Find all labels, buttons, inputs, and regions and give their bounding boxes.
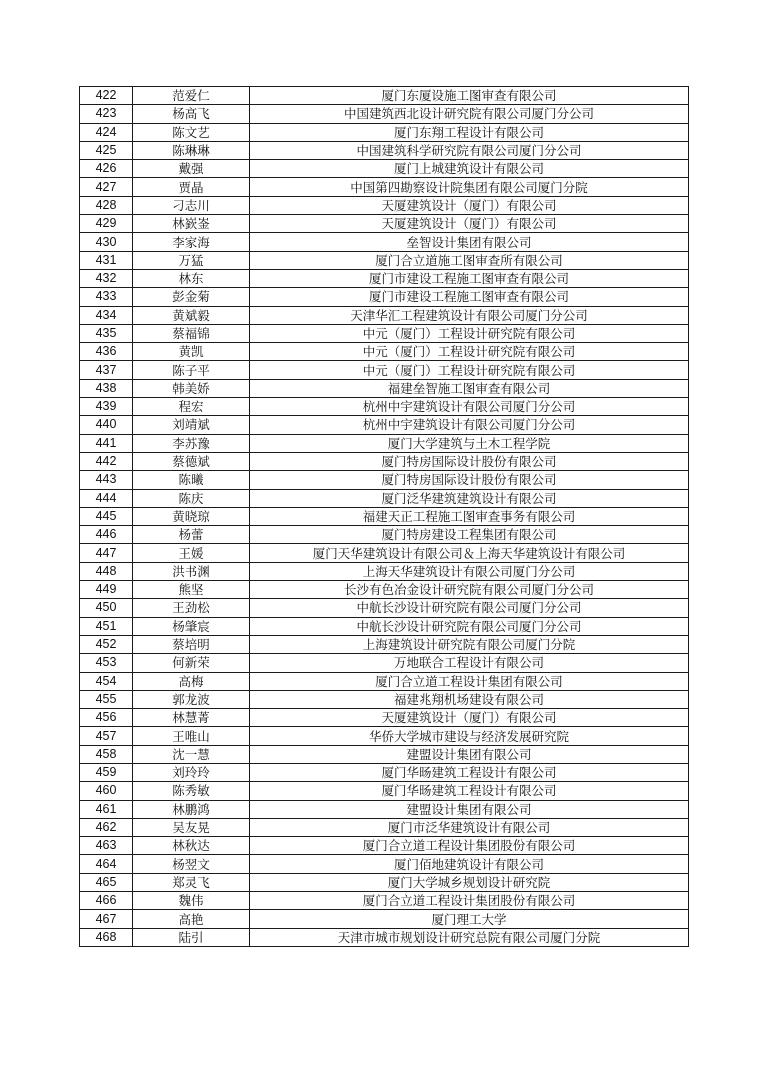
organization-cell: 厦门理工大学	[250, 910, 689, 928]
table-row	[80, 160, 689, 178]
table-row	[80, 233, 689, 251]
table-row	[80, 196, 689, 214]
table-row	[80, 818, 689, 836]
table-row	[80, 581, 689, 599]
organization-cell: 天厦建筑设计（厦门）有限公司	[250, 215, 689, 233]
table-row	[80, 379, 689, 397]
organization-cell: 厦门市泛华建筑设计有限公司	[250, 818, 689, 836]
organization-cell: 中国建筑西北设计研究院有限公司厦门分公司	[250, 105, 689, 123]
table-row	[80, 873, 689, 891]
table-row	[80, 855, 689, 873]
row-number-cell: 455	[80, 690, 133, 708]
person-name-cell: 刁志川	[133, 196, 250, 214]
table-row	[80, 782, 689, 800]
person-name-cell: 杨蕾	[133, 526, 250, 544]
organization-cell: 厦门东翔工程设计有限公司	[250, 123, 689, 141]
table-row	[80, 763, 689, 781]
row-number-cell: 446	[80, 526, 133, 544]
organization-cell: 中元（厦门）工程设计研究院有限公司	[250, 343, 689, 361]
table-row	[80, 489, 689, 507]
table-row	[80, 617, 689, 635]
organization-cell: 建盟设计集团有限公司	[250, 800, 689, 818]
row-number-cell: 442	[80, 452, 133, 470]
person-name-cell: 蔡培明	[133, 635, 250, 653]
person-name-cell: 沈一慧	[133, 745, 250, 763]
row-number-cell: 437	[80, 361, 133, 379]
person-name-cell: 彭金菊	[133, 288, 250, 306]
organization-cell: 中国第四勘察设计院集团有限公司厦门分院	[250, 178, 689, 196]
row-number-cell: 427	[80, 178, 133, 196]
person-name-cell: 陈琳琳	[133, 141, 250, 159]
table-row	[80, 452, 689, 470]
row-number-cell: 448	[80, 562, 133, 580]
row-number-cell: 468	[80, 928, 133, 946]
table-row	[80, 123, 689, 141]
organization-cell: 福建垒智施工图审查有限公司	[250, 379, 689, 397]
organization-cell: 中元（厦门）工程设计研究院有限公司	[250, 361, 689, 379]
row-number-cell: 456	[80, 709, 133, 727]
person-name-cell: 杨翌文	[133, 855, 250, 873]
organization-cell: 长沙有色冶金设计研究院有限公司厦门分公司	[250, 581, 689, 599]
organization-cell: 中元（厦门）工程设计研究院有限公司	[250, 324, 689, 342]
table-row	[80, 544, 689, 562]
table-row	[80, 892, 689, 910]
organization-cell: 厦门华旸建筑工程设计有限公司	[250, 763, 689, 781]
person-name-cell: 林东	[133, 269, 250, 287]
table-row	[80, 105, 689, 123]
table-row	[80, 215, 689, 233]
person-name-cell: 黄晓琼	[133, 507, 250, 525]
organization-cell: 厦门合立道工程设计集团股份有限公司	[250, 892, 689, 910]
table-row	[80, 654, 689, 672]
organization-cell: 中国建筑科学研究院有限公司厦门分公司	[250, 141, 689, 159]
row-number-cell: 425	[80, 141, 133, 159]
row-number-cell: 459	[80, 763, 133, 781]
organization-cell: 厦门合立道工程设计集团有限公司	[250, 672, 689, 690]
table-row	[80, 87, 689, 105]
person-name-cell: 杨肇宸	[133, 617, 250, 635]
row-number-cell: 430	[80, 233, 133, 251]
row-number-cell: 458	[80, 745, 133, 763]
organization-cell: 厦门特房国际设计股份有限公司	[250, 471, 689, 489]
row-number-cell: 438	[80, 379, 133, 397]
organization-cell: 垒智设计集团有限公司	[250, 233, 689, 251]
row-number-cell: 463	[80, 837, 133, 855]
row-number-cell: 436	[80, 343, 133, 361]
table-row	[80, 745, 689, 763]
table-row	[80, 562, 689, 580]
table-row	[80, 471, 689, 489]
table-row	[80, 343, 689, 361]
person-name-cell: 陈曦	[133, 471, 250, 489]
organization-cell: 中航长沙设计研究院有限公司厦门分公司	[250, 617, 689, 635]
table-row	[80, 672, 689, 690]
organization-cell: 厦门合立道施工图审查所有限公司	[250, 251, 689, 269]
person-name-cell: 高艳	[133, 910, 250, 928]
person-name-cell: 范爱仁	[133, 87, 250, 105]
organization-cell: 厦门大学城乡规划设计研究院	[250, 873, 689, 891]
row-number-cell: 428	[80, 196, 133, 214]
row-number-cell: 465	[80, 873, 133, 891]
person-name-cell: 高梅	[133, 672, 250, 690]
organization-cell: 福建天正工程施工图审查事务有限公司	[250, 507, 689, 525]
person-name-cell: 林慧菁	[133, 709, 250, 727]
row-number-cell: 450	[80, 599, 133, 617]
organization-cell: 厦门华旸建筑工程设计有限公司	[250, 782, 689, 800]
row-number-cell: 445	[80, 507, 133, 525]
row-number-cell: 431	[80, 251, 133, 269]
person-name-cell: 李家海	[133, 233, 250, 251]
row-number-cell: 453	[80, 654, 133, 672]
table-row	[80, 507, 689, 525]
organization-cell: 天津市城市规划设计研究总院有限公司厦门分院	[250, 928, 689, 946]
row-number-cell: 447	[80, 544, 133, 562]
organization-cell: 厦门东厦设施工图审查有限公司	[250, 87, 689, 105]
organization-cell: 华侨大学城市建设与经济发展研究院	[250, 727, 689, 745]
table-row	[80, 837, 689, 855]
row-number-cell: 467	[80, 910, 133, 928]
row-number-cell: 440	[80, 416, 133, 434]
person-name-cell: 蔡福锦	[133, 324, 250, 342]
organization-cell: 万地联合工程设计有限公司	[250, 654, 689, 672]
table-row	[80, 635, 689, 653]
organization-cell: 厦门合立道工程设计集团股份有限公司	[250, 837, 689, 855]
person-name-cell: 万猛	[133, 251, 250, 269]
table-row	[80, 398, 689, 416]
person-name-cell: 郑灵飞	[133, 873, 250, 891]
table-row	[80, 324, 689, 342]
table-row	[80, 599, 689, 617]
person-name-cell: 戴强	[133, 160, 250, 178]
roster-table-body	[80, 87, 689, 947]
row-number-cell: 457	[80, 727, 133, 745]
organization-cell: 厦门大学建筑与土木工程学院	[250, 434, 689, 452]
table-row	[80, 727, 689, 745]
person-name-cell: 魏伟	[133, 892, 250, 910]
person-name-cell: 王唯山	[133, 727, 250, 745]
table-row	[80, 416, 689, 434]
person-name-cell: 贾晶	[133, 178, 250, 196]
organization-cell: 厦门特房国际设计股份有限公司	[250, 452, 689, 470]
person-name-cell: 陈子平	[133, 361, 250, 379]
row-number-cell: 462	[80, 818, 133, 836]
organization-cell: 厦门泛华建筑建筑设计有限公司	[250, 489, 689, 507]
table-row	[80, 269, 689, 287]
row-number-cell: 460	[80, 782, 133, 800]
row-number-cell: 433	[80, 288, 133, 306]
person-name-cell: 刘玲玲	[133, 763, 250, 781]
person-name-cell: 熊坚	[133, 581, 250, 599]
row-number-cell: 434	[80, 306, 133, 324]
row-number-cell: 461	[80, 800, 133, 818]
organization-cell: 建盟设计集团有限公司	[250, 745, 689, 763]
row-number-cell: 426	[80, 160, 133, 178]
person-name-cell: 林嶔崟	[133, 215, 250, 233]
person-name-cell: 黄斌毅	[133, 306, 250, 324]
person-name-cell: 李苏豫	[133, 434, 250, 452]
row-number-cell: 441	[80, 434, 133, 452]
organization-cell: 厦门市建设工程施工图审查有限公司	[250, 269, 689, 287]
row-number-cell: 422	[80, 87, 133, 105]
person-name-cell: 吴友晃	[133, 818, 250, 836]
row-number-cell: 424	[80, 123, 133, 141]
row-number-cell: 454	[80, 672, 133, 690]
person-name-cell: 黄凯	[133, 343, 250, 361]
person-name-cell: 韩美娇	[133, 379, 250, 397]
row-number-cell: 466	[80, 892, 133, 910]
organization-cell: 厦门天华建筑设计有限公司＆上海天华建筑设计有限公司	[250, 544, 689, 562]
row-number-cell: 443	[80, 471, 133, 489]
person-name-cell: 郭龙波	[133, 690, 250, 708]
row-number-cell: 435	[80, 324, 133, 342]
table-row	[80, 251, 689, 269]
person-name-cell: 陈文艺	[133, 123, 250, 141]
row-number-cell: 423	[80, 105, 133, 123]
person-name-cell: 林鹏鸿	[133, 800, 250, 818]
table-row	[80, 141, 689, 159]
table-row	[80, 910, 689, 928]
row-number-cell: 464	[80, 855, 133, 873]
organization-cell: 上海天华建筑设计有限公司厦门分公司	[250, 562, 689, 580]
person-name-cell: 杨高飞	[133, 105, 250, 123]
organization-cell: 杭州中宇建筑设计有限公司厦门分公司	[250, 398, 689, 416]
row-number-cell: 429	[80, 215, 133, 233]
person-name-cell: 王劲松	[133, 599, 250, 617]
table-row	[80, 306, 689, 324]
table-row	[80, 361, 689, 379]
table-row	[80, 434, 689, 452]
table-row	[80, 178, 689, 196]
roster-table	[79, 86, 689, 947]
organization-cell: 厦门佰地建筑设计有限公司	[250, 855, 689, 873]
person-name-cell: 蔡德斌	[133, 452, 250, 470]
organization-cell: 上海建筑设计研究院有限公司厦门分院	[250, 635, 689, 653]
organization-cell: 厦门市建设工程施工图审查有限公司	[250, 288, 689, 306]
person-name-cell: 何新荣	[133, 654, 250, 672]
organization-cell: 福建兆翔机场建设有限公司	[250, 690, 689, 708]
row-number-cell: 432	[80, 269, 133, 287]
organization-cell: 厦门上城建筑设计有限公司	[250, 160, 689, 178]
row-number-cell: 444	[80, 489, 133, 507]
person-name-cell: 陈庆	[133, 489, 250, 507]
person-name-cell: 程宏	[133, 398, 250, 416]
person-name-cell: 陆引	[133, 928, 250, 946]
row-number-cell: 452	[80, 635, 133, 653]
table-row	[80, 709, 689, 727]
organization-cell: 厦门特房建设工程集团有限公司	[250, 526, 689, 544]
table-row	[80, 928, 689, 946]
organization-cell: 天厦建筑设计（厦门）有限公司	[250, 196, 689, 214]
table-row	[80, 526, 689, 544]
person-name-cell: 陈秀敏	[133, 782, 250, 800]
table-row	[80, 288, 689, 306]
row-number-cell: 451	[80, 617, 133, 635]
person-name-cell: 洪书渊	[133, 562, 250, 580]
organization-cell: 杭州中宇建筑设计有限公司厦门分公司	[250, 416, 689, 434]
organization-cell: 天厦建筑设计（厦门）有限公司	[250, 709, 689, 727]
organization-cell: 中航长沙设计研究院有限公司厦门分公司	[250, 599, 689, 617]
organization-cell: 天津华汇工程建筑设计有限公司厦门分公司	[250, 306, 689, 324]
person-name-cell: 刘靖斌	[133, 416, 250, 434]
person-name-cell: 王媛	[133, 544, 250, 562]
table-row	[80, 800, 689, 818]
row-number-cell: 449	[80, 581, 133, 599]
row-number-cell: 439	[80, 398, 133, 416]
table-row	[80, 690, 689, 708]
person-name-cell: 林秋达	[133, 837, 250, 855]
